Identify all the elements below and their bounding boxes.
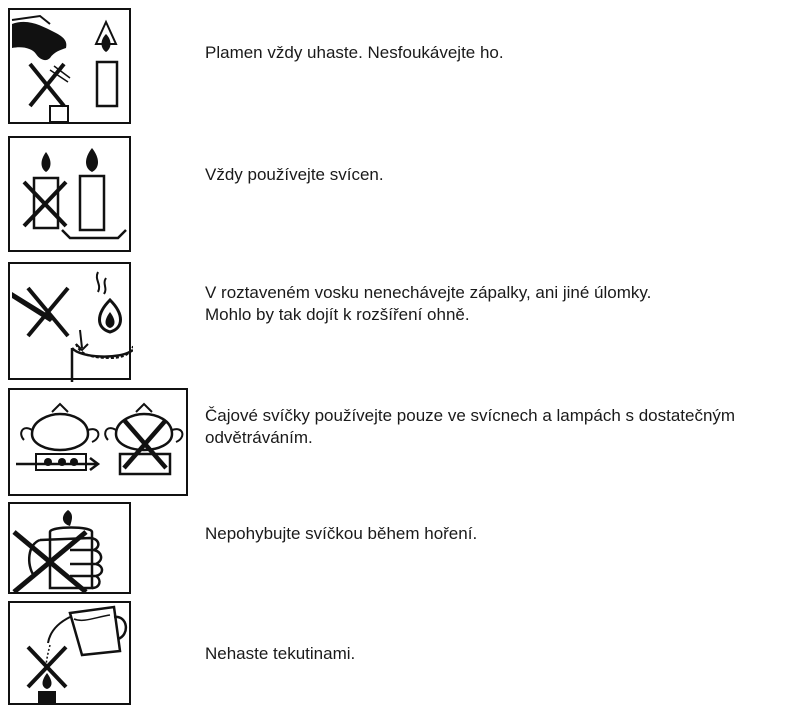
warning-line: Nepohybujte svíčkou během hoření. bbox=[205, 524, 478, 543]
icon-frame-5 bbox=[8, 502, 131, 594]
warning-row-6 bbox=[0, 598, 790, 710]
no-liquid-extinguish-icon bbox=[10, 603, 133, 707]
warning-row-1 bbox=[0, 0, 790, 130]
warning-line: Vždy používejte svícen. bbox=[205, 165, 384, 184]
warning-line: Plamen vždy uhaste. Nesfoukávejte ho. bbox=[205, 43, 504, 62]
warning-row-5 bbox=[0, 498, 790, 598]
use-candle-holder-icon bbox=[10, 138, 133, 254]
icon-frame-6 bbox=[8, 601, 131, 705]
blow-out-candle-icon bbox=[10, 10, 133, 126]
warning-text-2 bbox=[205, 164, 384, 186]
icon-frame-4 bbox=[8, 388, 188, 496]
icon-frame-3 bbox=[8, 262, 131, 380]
warning-line: V roztaveném vosku nenechávejte zápalky, ani jiné úlomky. bbox=[205, 283, 652, 302]
warning-line: Mohlo by tak dojít k rozšíření ohně. bbox=[205, 305, 470, 324]
warning-line: Čajové svíčky používejte pouze ve svícnech a lampách s dostatečným bbox=[205, 406, 736, 425]
warning-row-3 bbox=[0, 255, 790, 383]
tealight-ventilation-icon bbox=[10, 390, 190, 498]
warning-text-3 bbox=[205, 282, 651, 326]
warning-row-4 bbox=[0, 383, 790, 498]
icon-frame-2 bbox=[8, 136, 131, 252]
warning-text-4 bbox=[205, 405, 735, 449]
warning-text-1 bbox=[205, 42, 504, 64]
warning-line: Nehaste tekutinami. bbox=[205, 644, 356, 663]
warning-text-5 bbox=[205, 523, 477, 545]
do-not-move-candle-icon bbox=[10, 504, 133, 596]
warning-line: odvětráváním. bbox=[205, 428, 313, 447]
warning-text-6 bbox=[205, 643, 355, 665]
warning-row-2 bbox=[0, 130, 790, 255]
no-matches-in-wax-icon bbox=[10, 264, 133, 382]
icon-frame-1 bbox=[8, 8, 131, 124]
